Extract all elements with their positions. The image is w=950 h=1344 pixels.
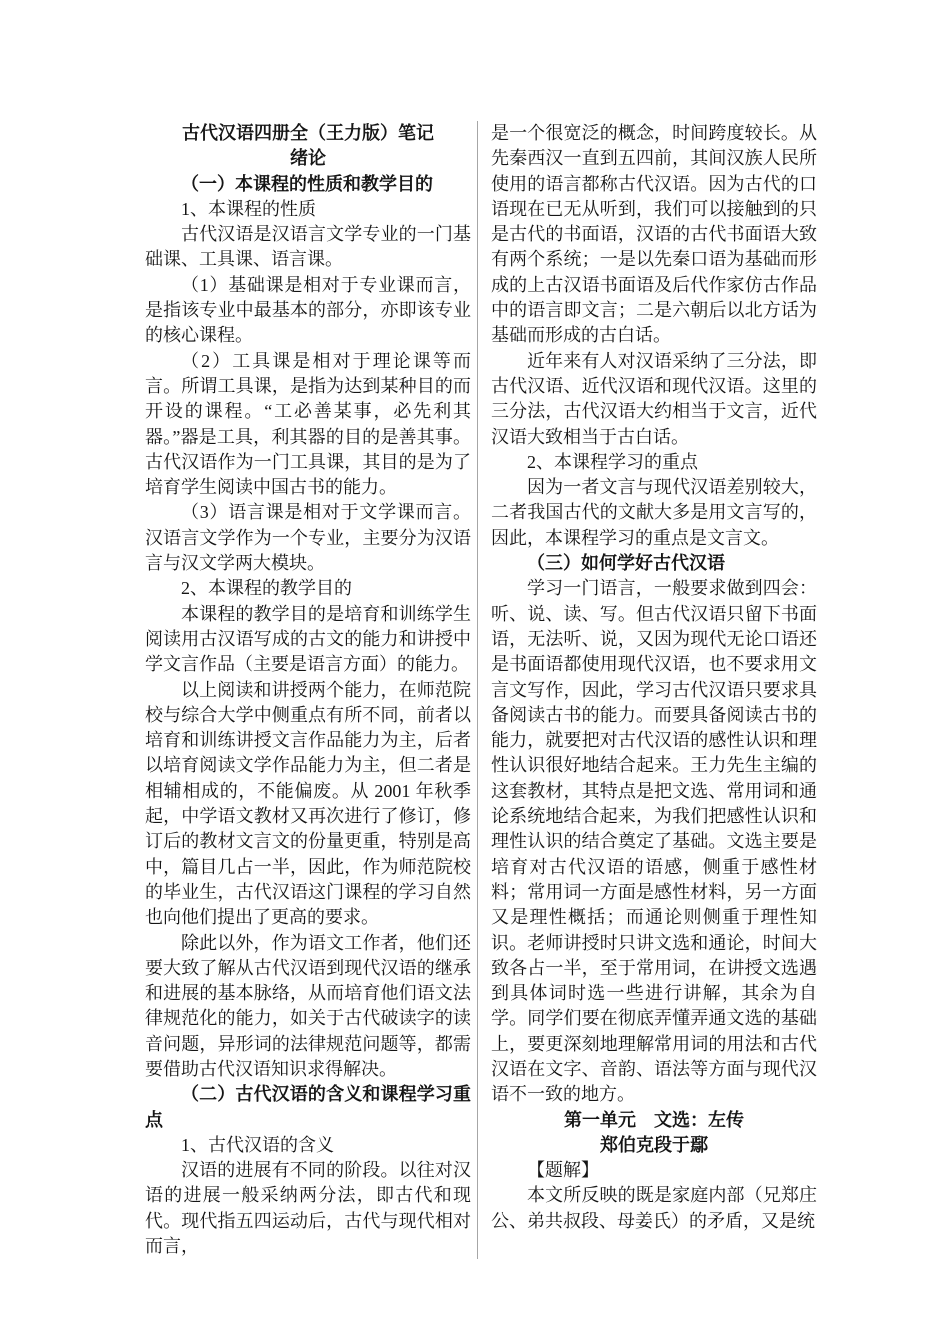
- text-area: [145, 121, 818, 1259]
- paragraph: 以上阅读和讲授两个能力，在师范院校与综合大学中侧重点有所不同，前者以培育和训练讲授文言作品能力为主，后者以培育阅读文学作品能力为主，但二者是相辅相成的，不能偏废。从 2001 年秋季起，中学语文教材又再次进行了修订，修订后的教材文言文的份量更重，特别是高中，篇目几占一半，因此，作为师范院校的毕业生，古代汉语这门课程的学习自然也向他们提出了更高的要求。: [145, 679, 471, 928]
- article-title: 郑伯克段于鄢: [600, 1134, 708, 1155]
- paragraph: （2）工具课是相对于理论课等而言。所谓工具课，是指为达到某种目的而开设的课程。“工必善某事，必先利其器。”器是工具，利其器的目的是善其事。古代汉语作为一门工具课，其目的是为了培育学生阅读中国古书的能力。: [145, 350, 471, 498]
- paragraph: 古代汉语是汉语言文学专业的一门基础课、工具课、语言课。: [145, 224, 471, 270]
- paragraph: 学习一门语言，一般要求做到四会：听、说、读、写。但古代汉语只留下书面语，无法听、说，又因为现代无论口语还是书面语都使用现代汉语，也不要求用文言文写作，因此，学习古代汉语只要求具备阅读古书的能力。而要具备阅读古书的能力，就要把对古代汉语的感性认识和理性认识很好地结合起来。王力先生主编的这套教材，其特点是把文选、常用词和通论系统地结合起来，为我们把感性认识和理性认识的结合奠定了基础。文选主要是培育对古代汉语的语感，侧重于感性材料；常用词一方面是感性材料，另一方面又是理性概括；而通论则侧重于理性知识。老师讲授时只讲文选和通论，时间大致各占一半，至于常用词，在讲授文选遇到具体词时选一些进行讲解，其余为自学。同学们要在彻底弄懂弄通文选的基础上，要更深刻地理解常用词的用法和古代汉语在文字、音韵、语法等方面与现代汉语不一致的地方。: [491, 578, 817, 1105]
- paragraph: （3）语言课是相对于文学课而言。汉语言文学作为一个专业，主要分为汉语言与汉文学两大模块。: [145, 502, 471, 574]
- right-column: [491, 121, 817, 1259]
- paragraph: 汉语的进展有不同的阶段。以往对汉语的进展一般采纳两分法，即古代和现代。现代指五四运动后，古代与现代相对而言，: [145, 1160, 471, 1257]
- subheading: 1、古代汉语的含义: [181, 1134, 334, 1155]
- left-column: [145, 121, 471, 1259]
- subheading: 1、本课程的性质: [181, 198, 316, 219]
- annotation-label: 【题解】: [527, 1160, 599, 1181]
- intro-heading: 绪论: [290, 148, 326, 169]
- column-divider: [477, 121, 478, 1259]
- doc-title: 古代汉语四册全（王力版）笔记: [182, 123, 434, 143]
- paragraph: （1）基础课是相对于专业课而言，是指该专业中最基本的部分，亦即该专业的核心课程。: [145, 274, 471, 346]
- paragraph: 本文所反映的既是家庭内部（兄郑庄公、弟共叔段、母姜氏）的矛盾，又是统: [491, 1185, 817, 1231]
- paragraph: 因为一者文言与现代汉语差别较大，二者我国古代的文献大多是用文言写的，因此，本课程学习的重点是文言文。: [491, 477, 817, 548]
- section-heading-3: （三）如何学好古代汉语: [527, 553, 725, 574]
- paragraph: 除此以外，作为语文工作者，他们还要大致了解从古代汉语到现代汉语的继承和进展的基本脉络，从而培育他们语文法律规范化的能力，如关于古代破读字的读音问题，异形词的法律规范问题等，都需要借助古代汉语知识求得解决。: [145, 932, 471, 1079]
- subheading: 2、本课程的教学目的: [181, 578, 352, 599]
- section-heading-2: （二）古代汉语的含义和课程学习重点: [145, 1084, 471, 1130]
- paragraph-continuation: 是一个很宽泛的概念，时间跨度较长。从先秦西汉一直到五四前，其间汉族人民所使用的语言都称古代汉语。因为古代的口语现在已无从听到，我们可以接触到的只是古代的书面语，汉语的古代书面语大致有两个系统；一是以先秦口语为基础而形成的上古汉语书面语及后代作家仿古作品中的语言即文言；二是六朝后以北方话为基础而形成的古白话。: [491, 123, 817, 346]
- unit-title: 第一单元 文选：左传: [564, 1109, 744, 1130]
- paragraph: 本课程的教学目的是培育和训练学生阅读用古汉语写成的古文的能力和讲授中学文言作品（主要是语言方面）的能力。: [145, 603, 471, 675]
- section-heading-1: （一）本课程的性质和教学目的: [181, 173, 433, 194]
- paragraph: 近年来有人对汉语采纳了三分法，即古代汉语、近代汉语和现代汉语。这里的三分法，古代汉语大约相当于文言，近代汉语大致相当于古白话。: [491, 350, 817, 447]
- subheading: 2、本课程学习的重点: [527, 451, 698, 472]
